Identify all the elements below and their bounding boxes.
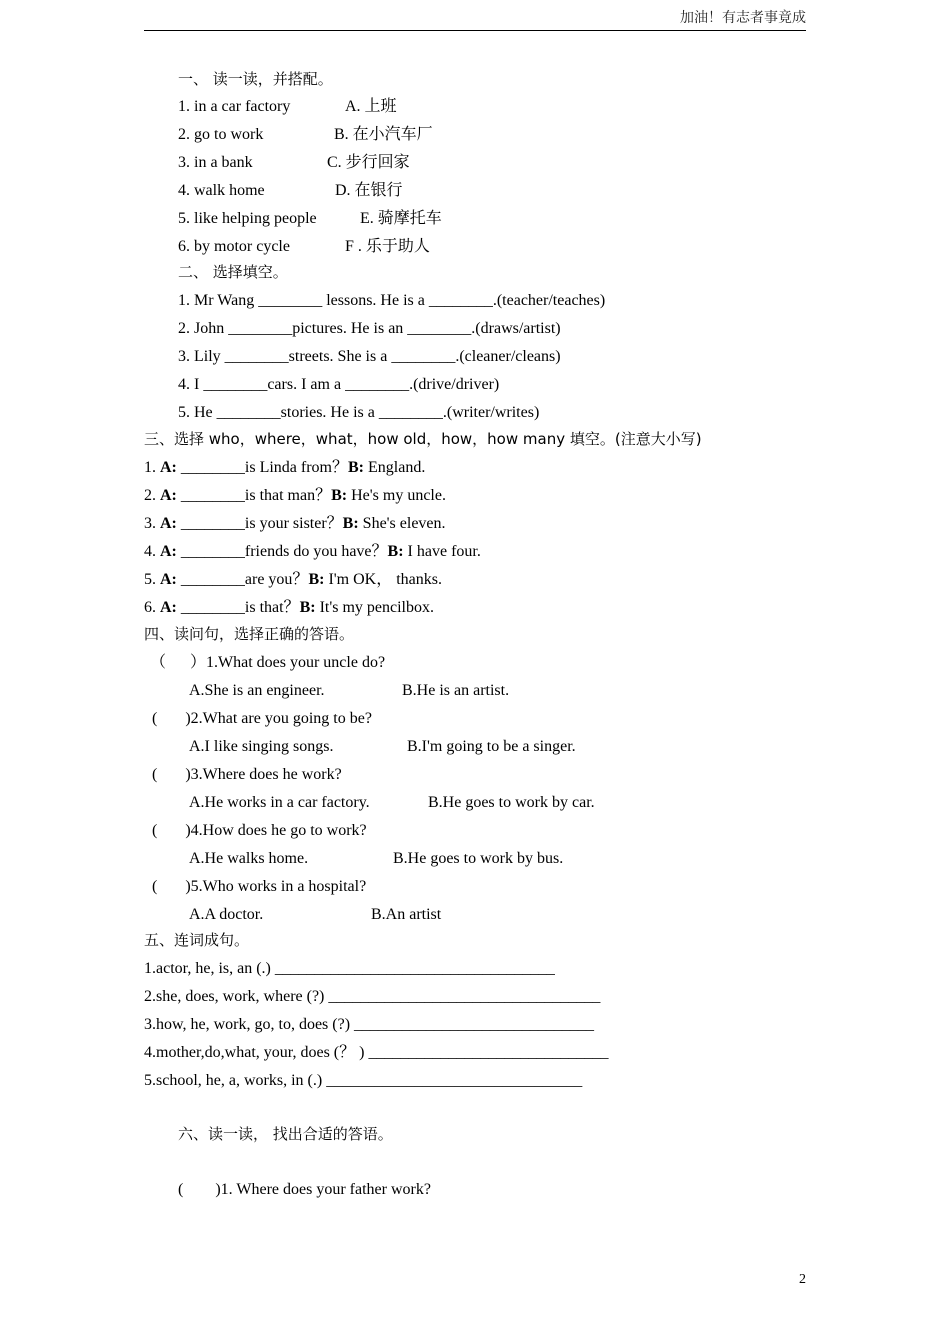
- match-left-item: 3. in a bank: [178, 154, 253, 171]
- sentence-item: 5.school, he, a, works, in (.) ________________________________: [144, 1072, 583, 1089]
- section6-title: 六、读一读， 找出合适的答语。: [178, 1125, 393, 1143]
- sentence-item: 3.how, he, work, go, to, does (?) ______________________________: [144, 1016, 595, 1033]
- dialogue-item: 4. A: ________friends do you have？B: I have four.: [144, 543, 481, 560]
- sentence-item: 1.actor, he, is, an (.) ___________________________________: [144, 960, 555, 977]
- fill-blank-item: 1. Mr Wang ________ lessons. He is a ________.(teacher/teaches): [178, 292, 606, 309]
- match-left-item: 2. go to work: [178, 126, 264, 143]
- choice-question: ( )4.How does he go to work?: [152, 822, 367, 839]
- choice-option-a: A.I like singing songs.: [189, 738, 334, 755]
- choice-option-b: B.He goes to work by bus.: [393, 850, 564, 867]
- choice-question: ( )2.What are you going to be?: [152, 710, 372, 727]
- fill-blank-item: 5. He ________stories. He is a ________.(writer/writes): [178, 404, 540, 421]
- match-right-item: B. 在小汽车厂: [334, 126, 433, 143]
- page-number: 2: [799, 1272, 806, 1287]
- match-right-item: A. 上班: [345, 98, 397, 115]
- choice-option-b: B.An artist: [371, 906, 442, 923]
- header-rule: [144, 30, 806, 31]
- dialogue-item: 6. A: ________is that？B: It's my pencilbox.: [144, 599, 434, 616]
- fill-blank-item: 2. John ________pictures. He is an ________.(draws/artist): [178, 320, 561, 337]
- choice-option-a: A.A doctor.: [189, 906, 264, 923]
- fill-blank-item: 4. I ________cars. I am a ________.(drive/driver): [178, 376, 500, 393]
- match-right-item: E. 骑摩托车: [360, 210, 442, 227]
- match-left-item: 6. by motor cycle: [178, 238, 290, 255]
- choice-option-b: B.I'm going to be a singer.: [407, 738, 576, 755]
- choice-question: ( )5.Who works in a hospital?: [152, 878, 367, 895]
- header-motto: 加油！有志者事竟成: [680, 11, 806, 26]
- fill-blank-item: 3. Lily ________streets. She is a ________.(cleaner/cleans): [178, 348, 561, 365]
- dialogue-item: 5. A: ________are you？B: I'm OK， thanks.: [144, 571, 442, 588]
- section4-title: 四、读问句，选择正确的答语。: [144, 625, 355, 643]
- dialogue-item: 1. A: ________is Linda from？B: England.: [144, 459, 426, 476]
- sentence-item: 2.she, does, work, where (?) __________________________________: [144, 988, 601, 1005]
- choice-question: （ ）1.What does your uncle do?: [150, 654, 386, 671]
- choice-option-b: B.He is an artist.: [402, 682, 510, 699]
- choice-option-a: A.He walks home.: [189, 850, 309, 867]
- section2-title: 二、 选择填空。: [178, 263, 288, 281]
- dialogue-item: 2. A: ________is that man？B: He's my uncle.: [144, 487, 446, 504]
- choice-question: ( )3.Where does he work?: [152, 766, 342, 783]
- choice-option-b: B.He goes to work by car.: [428, 794, 595, 811]
- dialogue-item: 3. A: ________is your sister？B: She's eleven.: [144, 515, 446, 532]
- match-right-item: F . 乐于助人: [345, 238, 430, 255]
- match-right-item: D. 在银行: [335, 182, 403, 199]
- section3-title: 三、选择 who，where，what，how old，how，how many 填空。(注意大小写): [144, 430, 702, 448]
- section5-title: 五、连词成句。: [144, 931, 250, 949]
- choice-option-a: A.She is an engineer.: [189, 682, 325, 699]
- match-right-item: C. 步行回家: [327, 154, 410, 171]
- choice-question: ( )1. Where does your father work?: [178, 1181, 431, 1198]
- section1-title: 一、 读一读，并搭配。: [178, 70, 333, 88]
- match-left-item: 4. walk home: [178, 182, 265, 199]
- match-left-item: 5. like helping people: [178, 210, 317, 227]
- sentence-item: 4.mother,do,what, your, does (？ ) ______________________________: [144, 1044, 609, 1061]
- match-left-item: 1. in a car factory: [178, 98, 291, 115]
- choice-option-a: A.He works in a car factory.: [189, 794, 370, 811]
